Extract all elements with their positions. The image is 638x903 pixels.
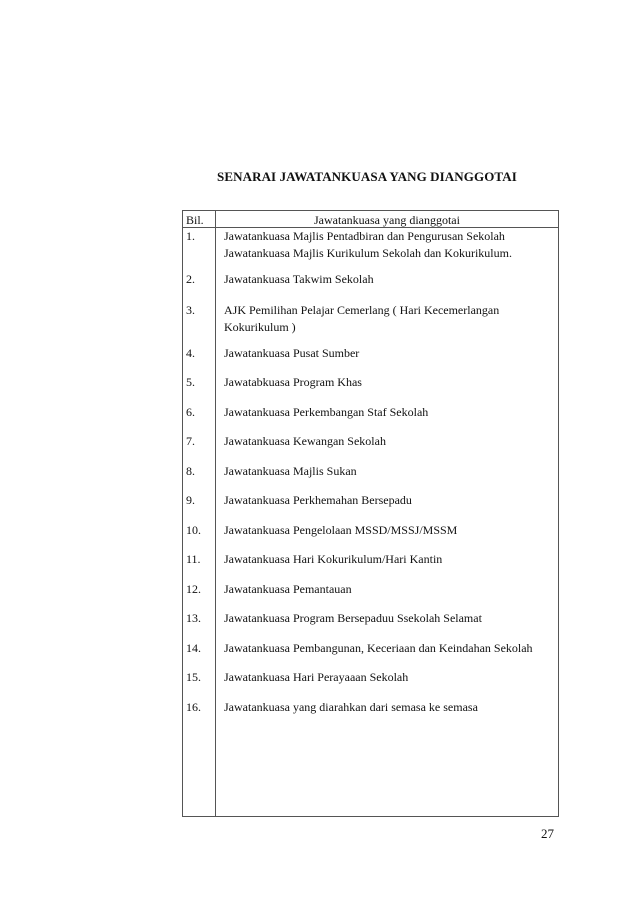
row-number: 5. — [186, 375, 195, 389]
row-number: 15. — [186, 670, 201, 684]
row-text-line: Jawatankuasa Perkembangan Staf Sekolah — [224, 405, 429, 419]
row-number: 9. — [186, 493, 195, 507]
row-text — [224, 228, 556, 262]
row-number: 16. — [186, 700, 201, 714]
committee-table — [182, 210, 559, 817]
row-number: 6. — [186, 405, 195, 419]
row-text — [224, 463, 556, 480]
row-text — [224, 610, 556, 627]
column-divider — [215, 211, 216, 816]
row-text-line: Jawatankuasa Hari Perayaaan Sekolah — [224, 670, 409, 684]
row-text — [224, 699, 556, 716]
row-text — [224, 433, 556, 450]
row-text-line: AJK Pemilihan Pelajar Cemerlang ( Hari Kecemerlangan — [224, 303, 500, 317]
row-text-line: Jawatankuasa yang diarahkan dari semasa ke semasa — [224, 700, 478, 714]
row-text — [224, 669, 556, 686]
row-text-line: Jawatankuasa Pusat Sumber — [224, 346, 360, 360]
row-text — [224, 492, 556, 509]
row-text-line: Jawatankuasa Pemantauan — [224, 582, 352, 596]
row-number: 11. — [186, 552, 201, 566]
row-text — [224, 345, 556, 362]
row-text-line: Jawatabkuasa Program Khas — [224, 375, 362, 389]
row-text-line: Jawatankuasa Hari Kokurikulum/Hari Kantin — [224, 552, 443, 566]
row-text-line: Jawatankuasa Perkhemahan Bersepadu — [224, 493, 412, 507]
row-number: 4. — [186, 346, 195, 360]
row-text-line: Jawatankuasa Majlis Kurikulum Sekolah dan Kokurikulum. — [224, 246, 512, 260]
row-text — [224, 522, 556, 539]
row-number: 8. — [186, 464, 195, 478]
row-number: 12. — [186, 582, 201, 596]
header-jawatankuasa: Jawatankuasa yang dianggotai — [314, 213, 460, 227]
header-bil: Bil. — [186, 213, 204, 227]
row-text-line: Jawatankuasa Kewangan Sekolah — [224, 434, 386, 448]
row-text — [224, 271, 556, 288]
row-text-line: Kokurikulum ) — [224, 320, 296, 334]
row-number: 7. — [186, 434, 195, 448]
row-number: 3. — [186, 303, 195, 317]
row-number: 14. — [186, 641, 201, 655]
row-text — [224, 581, 556, 598]
row-number: 1. — [186, 229, 195, 243]
row-text — [224, 640, 556, 657]
row-number: 2. — [186, 272, 195, 286]
row-text-line: Jawatankuasa Majlis Sukan — [224, 464, 357, 478]
row-text — [224, 374, 556, 391]
page-title: SENARAI JAWATANKUASA YANG DIANGGOTAI — [217, 169, 517, 184]
row-number: 13. — [186, 611, 201, 625]
row-text-line: Jawatankuasa Pembangunan, Keceriaan dan Keindahan Sekolah — [224, 641, 533, 655]
page-number: 27 — [541, 826, 554, 841]
row-text-line: Jawatankuasa Majlis Pentadbiran dan Pengurusan Sekolah — [224, 229, 505, 243]
row-text — [224, 551, 556, 568]
row-number: 10. — [186, 523, 201, 537]
row-text-line: Jawatankuasa Takwim Sekolah — [224, 272, 374, 286]
row-text — [224, 404, 556, 421]
row-text — [224, 302, 556, 336]
row-text-line: Jawatankuasa Program Bersepaduu Ssekolah Selamat — [224, 611, 482, 625]
row-text-line: Jawatankuasa Pengelolaan MSSD/MSSJ/MSSM — [224, 523, 458, 537]
